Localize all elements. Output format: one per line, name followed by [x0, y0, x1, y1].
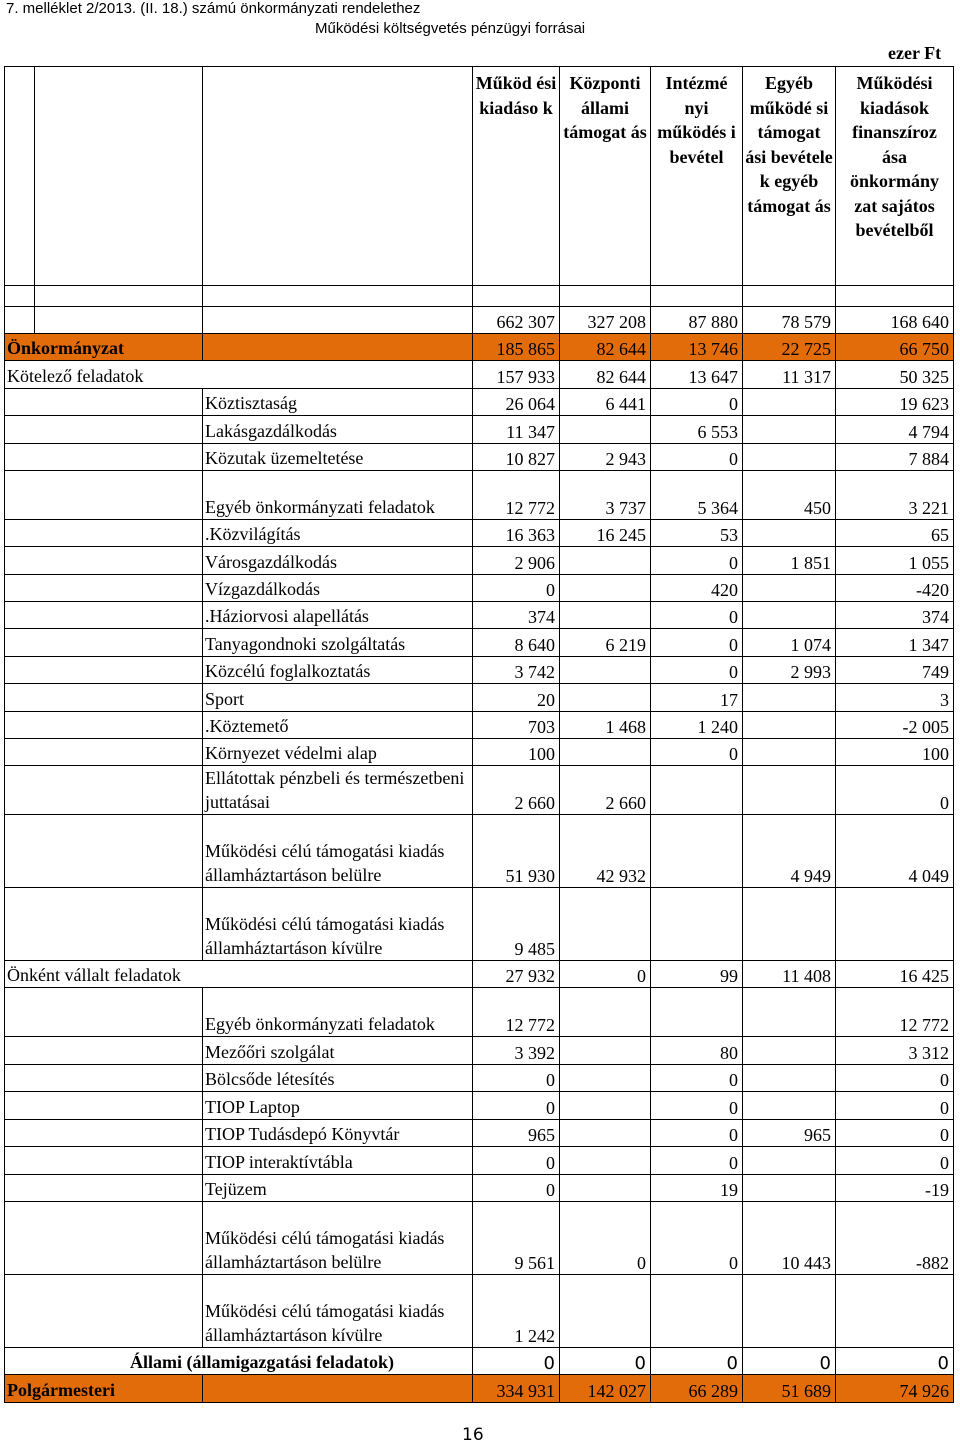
value-cell: 374 — [836, 602, 954, 629]
row-label: Tanyagondnoki szolgáltatás — [203, 629, 473, 657]
value-cell: 0 — [836, 1092, 954, 1120]
table-row — [5, 1037, 954, 1065]
value-cell: 0 — [651, 389, 743, 416]
value-cell: 12 772 — [473, 471, 560, 520]
budget-table — [4, 66, 954, 1403]
value-cell: 6 553 — [651, 416, 743, 444]
value-cell: 0 — [473, 1175, 560, 1202]
row-label: Egyéb önkormányzati feladatok — [203, 988, 473, 1037]
value-cell — [743, 1037, 836, 1065]
value-cell: 17 — [651, 684, 743, 712]
row-label: Polgármesteri — [5, 1375, 203, 1403]
table-row — [5, 1202, 954, 1275]
column-header-row — [5, 67, 954, 286]
table-row — [5, 389, 954, 416]
row-label: Önként vállalt feladatok — [5, 961, 473, 988]
table-row — [5, 602, 954, 629]
column-header: Egyéb működé si támogat ási bevétele k egyéb támogat ás — [743, 67, 836, 286]
value-cell: 327 208 — [560, 307, 651, 334]
table-row — [5, 961, 954, 988]
value-cell: 0 — [651, 657, 743, 684]
row-label: Köztisztaság — [203, 389, 473, 416]
value-cell: 27 932 — [473, 961, 560, 988]
value-cell: 50 325 — [836, 361, 954, 389]
value-cell: 82 644 — [560, 334, 651, 361]
value-cell — [560, 1147, 651, 1175]
table-row — [5, 1120, 954, 1147]
value-cell: 7 884 — [836, 444, 954, 471]
table-row — [5, 1092, 954, 1120]
row-label: Működési célú támogatási kiadás államháztartáson belülre — [203, 815, 473, 888]
value-cell: 0 — [560, 1202, 651, 1275]
value-cell: 19 623 — [836, 389, 954, 416]
value-cell: 0 — [651, 1202, 743, 1275]
value-cell — [743, 602, 836, 629]
value-cell: 3 — [836, 684, 954, 712]
table-row — [5, 416, 954, 444]
column-header: Működ ési kiadáso k — [473, 67, 560, 286]
value-cell — [743, 520, 836, 547]
value-cell: 0 — [651, 547, 743, 575]
value-cell: -420 — [836, 575, 954, 602]
table-row — [5, 739, 954, 766]
value-cell: 2 660 — [473, 766, 560, 815]
value-cell: 65 — [836, 520, 954, 547]
table-row — [5, 815, 954, 888]
value-cell — [743, 389, 836, 416]
value-cell: 420 — [651, 575, 743, 602]
value-cell — [560, 888, 651, 961]
table-row — [5, 1065, 954, 1092]
row-label: TIOP interaktívtábla — [203, 1147, 473, 1175]
value-cell: 965 — [473, 1120, 560, 1147]
value-cell: 13 647 — [651, 361, 743, 389]
row-label: Vízgazdálkodás — [203, 575, 473, 602]
value-cell: 185 865 — [473, 334, 560, 361]
value-cell — [743, 575, 836, 602]
value-cell: 0 — [836, 1348, 954, 1375]
value-cell: 4 049 — [836, 815, 954, 888]
value-cell — [651, 888, 743, 961]
value-cell: 168 640 — [836, 307, 954, 334]
value-cell: 74 926 — [836, 1375, 954, 1403]
value-cell: 87 880 — [651, 307, 743, 334]
row-label: .Köztemető — [203, 712, 473, 739]
table-row — [5, 684, 954, 712]
table-row — [5, 888, 954, 961]
value-cell: 53 — [651, 520, 743, 547]
value-cell: 99 — [651, 961, 743, 988]
column-header: Működési kiadások finanszíroz ása önkormány zat sajátos bevételből — [836, 67, 954, 286]
value-cell — [560, 1037, 651, 1065]
value-cell: 66 750 — [836, 334, 954, 361]
value-cell: 3 737 — [560, 471, 651, 520]
value-cell: 6 441 — [560, 389, 651, 416]
value-cell — [560, 684, 651, 712]
row-label: Mezőőri szolgálat — [203, 1037, 473, 1065]
document-reference: 7. melléklet 2/2013. (II. 18.) számú önkormányzati rendelethez — [6, 0, 421, 17]
value-cell: 100 — [473, 739, 560, 766]
value-cell: 662 307 — [473, 307, 560, 334]
row-label: Bölcsőde létesítés — [203, 1065, 473, 1092]
row-label: Közutak üzemeltetése — [203, 444, 473, 471]
value-cell: 703 — [473, 712, 560, 739]
value-cell — [560, 1275, 651, 1348]
value-cell — [560, 1065, 651, 1092]
column-header: Intézmé nyi működés i bevétel — [651, 67, 743, 286]
table-row — [5, 547, 954, 575]
value-cell: 2 943 — [560, 444, 651, 471]
value-cell: 0 — [836, 1147, 954, 1175]
row-label: .Háziorvosi alapellátás — [203, 602, 473, 629]
table-row — [5, 444, 954, 471]
value-cell: 2 906 — [473, 547, 560, 575]
value-cell: 1 074 — [743, 629, 836, 657]
value-cell: -2 005 — [836, 712, 954, 739]
value-cell: 749 — [836, 657, 954, 684]
spacer-row — [5, 286, 954, 307]
row-label: Egyéb önkormányzati feladatok — [203, 471, 473, 520]
value-cell — [743, 444, 836, 471]
value-cell: 16 425 — [836, 961, 954, 988]
value-cell — [560, 988, 651, 1037]
value-cell: 0 — [473, 575, 560, 602]
value-cell: 157 933 — [473, 361, 560, 389]
value-cell: 0 — [651, 444, 743, 471]
value-cell: 66 289 — [651, 1375, 743, 1403]
value-cell — [560, 1120, 651, 1147]
value-cell: 19 — [651, 1175, 743, 1202]
row-label: Környezet védelmi alap — [203, 739, 473, 766]
table-row — [5, 1375, 954, 1403]
value-cell: 0 — [651, 1147, 743, 1175]
value-cell: 0 — [651, 1065, 743, 1092]
value-cell: 9 485 — [473, 888, 560, 961]
value-cell: 16 363 — [473, 520, 560, 547]
table-row — [5, 1147, 954, 1175]
value-cell — [560, 547, 651, 575]
row-label: .Közvilágítás — [203, 520, 473, 547]
value-cell: 0 — [473, 1348, 560, 1375]
value-cell — [743, 1065, 836, 1092]
document-title: Működési költségvetés pénzügyi forrásai — [315, 20, 586, 37]
value-cell: 78 579 — [743, 307, 836, 334]
value-cell — [743, 1147, 836, 1175]
value-cell: 0 — [560, 1348, 651, 1375]
table-row — [5, 988, 954, 1037]
row-label: TIOP Laptop — [203, 1092, 473, 1120]
row-label: Lakásgazdálkodás — [203, 416, 473, 444]
value-cell: 3 221 — [836, 471, 954, 520]
row-label: Sport — [203, 684, 473, 712]
value-cell: 374 — [473, 602, 560, 629]
table-row — [5, 712, 954, 739]
value-cell: 0 — [473, 1065, 560, 1092]
table-row — [5, 629, 954, 657]
table-row — [5, 1348, 954, 1375]
value-cell — [560, 1175, 651, 1202]
row-label: Kötelező feladatok — [5, 361, 473, 389]
table-row — [5, 307, 954, 334]
value-cell — [743, 1092, 836, 1120]
value-cell — [560, 1092, 651, 1120]
table-row — [5, 520, 954, 547]
value-cell — [651, 766, 743, 815]
value-cell — [743, 988, 836, 1037]
value-cell: 0 — [743, 1348, 836, 1375]
value-cell: 142 027 — [560, 1375, 651, 1403]
table-row — [5, 766, 954, 815]
value-cell: 12 772 — [473, 988, 560, 1037]
column-header: Központi állami támogat ás — [560, 67, 651, 286]
value-cell — [743, 712, 836, 739]
value-cell — [560, 657, 651, 684]
value-cell: 2 660 — [560, 766, 651, 815]
row-label: Ellátottak pénzbeli és természetbeni juttatásai — [203, 766, 473, 815]
unit-label: ezer Ft — [888, 43, 942, 63]
value-cell: 13 746 — [651, 334, 743, 361]
value-cell: 3 392 — [473, 1037, 560, 1065]
value-cell: 82 644 — [560, 361, 651, 389]
value-cell: 4 794 — [836, 416, 954, 444]
value-cell: -882 — [836, 1202, 954, 1275]
value-cell — [651, 1275, 743, 1348]
value-cell — [743, 416, 836, 444]
value-cell: 51 689 — [743, 1375, 836, 1403]
value-cell: 9 561 — [473, 1202, 560, 1275]
table-row — [5, 1175, 954, 1202]
row-label: Városgazdálkodás — [203, 547, 473, 575]
table-row — [5, 657, 954, 684]
value-cell — [743, 1175, 836, 1202]
value-cell: 11 317 — [743, 361, 836, 389]
value-cell — [560, 575, 651, 602]
row-label: Tejüzem — [203, 1175, 473, 1202]
row-label: Állami (államigazgatási feladatok) — [5, 1348, 473, 1375]
value-cell: 5 364 — [651, 471, 743, 520]
value-cell — [743, 684, 836, 712]
value-cell: 1 851 — [743, 547, 836, 575]
value-cell — [743, 766, 836, 815]
value-cell: 11 408 — [743, 961, 836, 988]
value-cell: 0 — [651, 739, 743, 766]
value-cell: 51 930 — [473, 815, 560, 888]
value-cell: 20 — [473, 684, 560, 712]
value-cell: 0 — [651, 602, 743, 629]
value-cell: 1 242 — [473, 1275, 560, 1348]
table-row — [5, 1275, 954, 1348]
value-cell: 1 468 — [560, 712, 651, 739]
value-cell — [651, 815, 743, 888]
value-cell: 1 347 — [836, 629, 954, 657]
page-number: 16 — [462, 1425, 484, 1445]
value-cell: 3 312 — [836, 1037, 954, 1065]
value-cell: 334 931 — [473, 1375, 560, 1403]
value-cell: 0 — [651, 1092, 743, 1120]
row-label: Működési célú támogatási kiadás államháztartáson belülre — [203, 1202, 473, 1275]
value-cell: -19 — [836, 1175, 954, 1202]
value-cell: 80 — [651, 1037, 743, 1065]
value-cell: 6 219 — [560, 629, 651, 657]
row-label — [203, 307, 473, 334]
value-cell: 0 — [836, 1065, 954, 1092]
value-cell: 16 245 — [560, 520, 651, 547]
value-cell: 0 — [473, 1092, 560, 1120]
table-row — [5, 334, 954, 361]
table-row — [5, 471, 954, 520]
value-cell: 42 932 — [560, 815, 651, 888]
value-cell: 1 240 — [651, 712, 743, 739]
value-cell — [743, 888, 836, 961]
value-cell — [743, 1275, 836, 1348]
row-label: Működési célú támogatási kiadás államháztartáson kívülre — [203, 1275, 473, 1348]
value-cell: 2 993 — [743, 657, 836, 684]
value-cell: 0 — [651, 629, 743, 657]
value-cell: 4 949 — [743, 815, 836, 888]
value-cell: 8 640 — [473, 629, 560, 657]
value-cell — [743, 739, 836, 766]
value-cell: 11 347 — [473, 416, 560, 444]
value-cell — [560, 416, 651, 444]
value-cell — [560, 739, 651, 766]
value-cell: 22 725 — [743, 334, 836, 361]
value-cell: 450 — [743, 471, 836, 520]
value-cell: 0 — [836, 1120, 954, 1147]
value-cell: 100 — [836, 739, 954, 766]
value-cell: 10 827 — [473, 444, 560, 471]
value-cell — [836, 1275, 954, 1348]
row-label: TIOP Tudásdepó Könyvtár — [203, 1120, 473, 1147]
value-cell: 10 443 — [743, 1202, 836, 1275]
value-cell — [651, 988, 743, 1037]
value-cell — [836, 888, 954, 961]
value-cell: 0 — [560, 961, 651, 988]
value-cell: 0 — [651, 1348, 743, 1375]
table-row — [5, 575, 954, 602]
value-cell: 26 064 — [473, 389, 560, 416]
value-cell: 0 — [651, 1120, 743, 1147]
row-label: Működési célú támogatási kiadás államháztartáson kívülre — [203, 888, 473, 961]
value-cell: 965 — [743, 1120, 836, 1147]
table-row — [5, 361, 954, 389]
value-cell: 12 772 — [836, 988, 954, 1037]
value-cell: 0 — [473, 1147, 560, 1175]
value-cell: 0 — [836, 766, 954, 815]
row-label: Önkormányzat — [5, 334, 203, 361]
value-cell: 3 742 — [473, 657, 560, 684]
value-cell — [560, 602, 651, 629]
row-label: Közcélú foglalkoztatás — [203, 657, 473, 684]
value-cell: 1 055 — [836, 547, 954, 575]
